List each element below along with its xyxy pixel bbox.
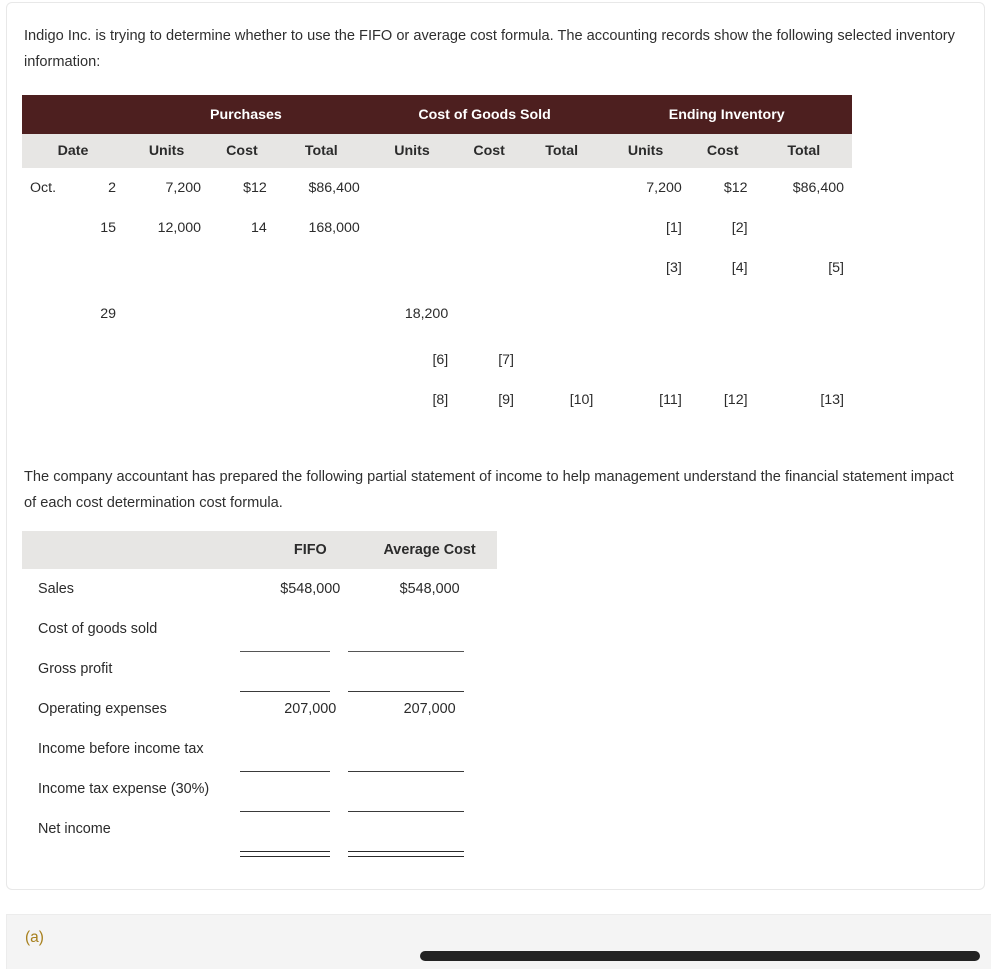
cell-ending-cost (690, 340, 756, 380)
is-value-fifo-gross-profit (258, 649, 362, 689)
cell-purchases-total (275, 340, 368, 380)
is-value-avg-income-before-tax (362, 729, 497, 769)
column-header-cogs-units: Units (368, 134, 456, 168)
table-group-header-row (22, 95, 852, 134)
cell-purchases-units (124, 380, 209, 420)
income-statement-table (22, 531, 497, 849)
cell-cogs-total-blank-10: [10] (569, 392, 594, 408)
cell-ending-total-blank-13: [13] (820, 392, 844, 408)
subtotal-rule-fifo-income-tax-expense (240, 811, 330, 812)
is-value-fifo-income-before-tax (258, 729, 362, 769)
is-value-avg-operating-expenses: 207,000 (403, 701, 456, 717)
is-value-avg-income-tax-expense (362, 769, 497, 809)
subtotal-rule-avg-cogs (348, 651, 464, 652)
column-header-purchases-cost: Cost (209, 134, 275, 168)
cell-ending-units (601, 288, 689, 340)
is-value-avg-sales: $548,000 (399, 581, 460, 597)
column-header-purchases-units: Units (124, 134, 209, 168)
cell-purchases-units (124, 288, 209, 340)
table-row (22, 380, 852, 420)
income-statement-wrapper (22, 531, 497, 849)
column-header-ending-units: Units (601, 134, 689, 168)
subtotal-rule-fifo-cogs (240, 651, 330, 652)
cell-purchases-cost: $12 (243, 180, 267, 196)
is-row-label-net-income: Net income (38, 821, 111, 837)
cell-ending-total (756, 208, 852, 248)
cell-purchases-units: 7,200 (165, 180, 202, 196)
is-value-avg-cogs (362, 609, 497, 649)
cell-ending-cost-blank-12: [12] (723, 392, 748, 408)
cell-day (73, 340, 124, 380)
column-header-ending-total: Total (756, 134, 852, 168)
subtotal-rule-avg-income-before-tax (348, 771, 464, 772)
total-rule-fifo-net-income (240, 851, 330, 857)
cell-cogs-cost (456, 288, 522, 340)
cell-ending-cost-blank-2: [2] (731, 220, 748, 236)
cell-day (73, 248, 124, 288)
subtotal-rule-fifo-income-before-tax (240, 771, 330, 772)
horizontal-scrollbar-thumb[interactable] (420, 951, 980, 961)
list-item (22, 689, 497, 729)
cell-purchases-cost (209, 248, 275, 288)
is-header-label (22, 531, 258, 569)
income-statement-body (22, 569, 497, 849)
cell-month (22, 208, 73, 248)
cell-purchases-cost (209, 380, 275, 420)
total-rule-avg-net-income (348, 851, 464, 857)
cell-cogs-total (522, 168, 601, 208)
column-header-date: Date (22, 134, 124, 168)
is-header-average-cost: Average Cost (362, 531, 497, 569)
table-row (22, 340, 852, 380)
cell-purchases-cost: 14 (251, 220, 267, 236)
is-row-label-operating-expenses: Operating expenses (38, 701, 167, 717)
cell-month (22, 340, 73, 380)
list-item (22, 649, 497, 689)
cell-month (22, 248, 73, 288)
cell-day: 2 (108, 180, 117, 196)
cell-cogs-units-blank-8: [8] (432, 392, 449, 408)
cell-cogs-units (368, 168, 456, 208)
is-value-fifo-sales: $548,000 (280, 581, 341, 597)
cell-cogs-cost (456, 168, 522, 208)
inventory-table (22, 95, 852, 420)
list-item (22, 769, 497, 809)
cell-ending-total-blank-5: [5] (828, 260, 844, 276)
is-row-label-gross-profit: Gross profit (38, 661, 113, 677)
is-value-fifo-cogs (258, 609, 362, 649)
is-value-fifo-income-tax-expense (258, 769, 362, 809)
table-row (22, 248, 852, 288)
table-row (22, 168, 852, 208)
cell-ending-units: 7,200 (646, 180, 682, 196)
cell-ending-cost: $12 (723, 180, 748, 196)
cell-purchases-total (275, 380, 368, 420)
cell-ending-cost-blank-4: [4] (731, 260, 748, 276)
cell-purchases-total: $86,400 (308, 180, 360, 196)
is-value-avg-gross-profit (362, 649, 497, 689)
list-item (22, 809, 497, 849)
mid-paragraph: The company accountant has prepared the following partial statement of income to help management understand the financial statement impact of each cost determination cost formula. (24, 469, 954, 511)
table-row (22, 288, 852, 340)
cell-ending-total: $86,400 (792, 180, 844, 196)
cell-cogs-total (522, 288, 601, 340)
cell-cogs-total (522, 248, 601, 288)
is-row-label-income-tax-expense: Income tax expense (30%) (38, 781, 210, 797)
cell-ending-total (756, 340, 852, 380)
cell-ending-total (756, 288, 852, 340)
cell-cogs-cost-blank-9: [9] (498, 392, 514, 408)
cell-purchases-total: 168,000 (308, 220, 360, 236)
cell-cogs-units (368, 248, 456, 288)
table-row (22, 208, 852, 248)
list-item (22, 569, 497, 609)
column-header-cogs-cost: Cost (456, 134, 522, 168)
question-card (6, 2, 985, 890)
is-row-label-sales: Sales (38, 581, 74, 597)
income-statement-header-row (22, 531, 497, 569)
subtotal-rule-avg-gross-profit (348, 691, 464, 692)
cell-day: 29 (100, 306, 117, 322)
is-value-fifo-operating-expenses: 207,000 (284, 701, 337, 717)
group-header-cogs: Cost of Goods Sold (368, 95, 602, 134)
inventory-table-body (22, 168, 852, 420)
cell-purchases-units (124, 248, 209, 288)
cell-month (22, 288, 73, 340)
cell-cogs-cost-blank-7: [7] (498, 352, 514, 368)
table-column-header-row (22, 134, 852, 168)
cell-cogs-units-blank-6: [6] (432, 352, 449, 368)
is-row-label-cost-of-goods-sold: Cost of goods sold (38, 621, 158, 637)
cell-cogs-total (522, 340, 601, 380)
cell-cogs-units (368, 208, 456, 248)
intro-paragraph: Indigo Inc. is trying to determine whether to use the FIFO or average cost formula. The accounting records show the following selected inventory information: (24, 28, 955, 70)
is-header-fifo: FIFO (258, 531, 362, 569)
cell-ending-cost (690, 288, 756, 340)
cell-month: Oct. (30, 180, 57, 196)
cell-cogs-units: 18,200 (404, 306, 449, 322)
cell-ending-units-blank-3: [3] (666, 260, 682, 276)
cell-cogs-total (522, 208, 601, 248)
group-header-blank (22, 95, 124, 134)
list-item (22, 729, 497, 769)
cell-ending-units-blank-1: [1] (666, 220, 682, 236)
cell-ending-units (601, 340, 689, 380)
is-row-label-income-before-tax: Income before income tax (38, 741, 204, 757)
cell-month (22, 380, 73, 420)
group-header-purchases: Purchases (124, 95, 368, 134)
cell-day: 15 (100, 220, 117, 236)
cell-purchases-units: 12,000 (157, 220, 202, 236)
cell-purchases-total (275, 248, 368, 288)
cell-cogs-cost (456, 208, 522, 248)
cell-ending-units-blank-11: [11] (659, 392, 682, 408)
cell-purchases-cost (209, 340, 275, 380)
group-header-ending-inventory: Ending Inventory (601, 95, 852, 134)
is-value-avg-net-income (362, 809, 497, 849)
subtotal-rule-fifo-gross-profit (240, 691, 330, 692)
column-header-purchases-total: Total (275, 134, 368, 168)
card-footer-gap (0, 892, 991, 914)
cell-purchases-total (275, 288, 368, 340)
list-item (22, 609, 497, 649)
column-header-ending-cost: Cost (690, 134, 756, 168)
part-label-a: (a) (25, 929, 44, 946)
is-value-fifo-net-income (258, 809, 362, 849)
column-header-cogs-total: Total (522, 134, 601, 168)
subtotal-rule-avg-income-tax-expense (348, 811, 464, 812)
cell-day (73, 380, 124, 420)
cell-cogs-cost (456, 248, 522, 288)
cell-purchases-units (124, 340, 209, 380)
cell-purchases-cost (209, 288, 275, 340)
